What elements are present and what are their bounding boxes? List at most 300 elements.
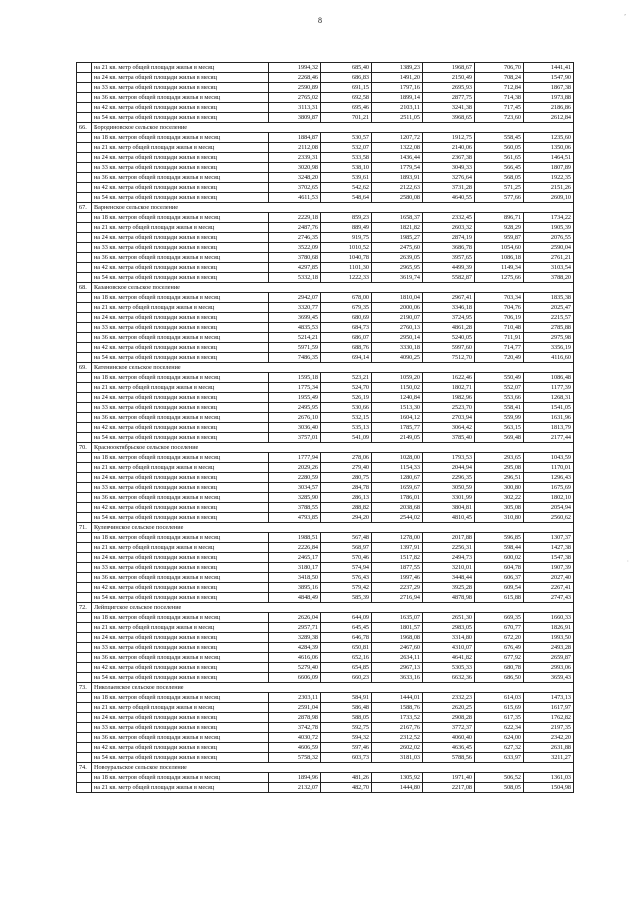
value-cell: 296,51: [475, 473, 524, 483]
value-cell: 5582,87: [423, 273, 475, 283]
value-cell: 482,70: [321, 783, 372, 793]
row-label: на 42 кв. метра общей площади жилья в месяц: [92, 583, 269, 593]
row-index-cell: [77, 133, 92, 143]
table-row: [77, 733, 574, 743]
value-cell: 2197,35: [524, 723, 574, 733]
section-number: 72.: [77, 603, 92, 613]
value-cell: 2716,94: [372, 593, 423, 603]
value-cell: 1595,18: [269, 373, 321, 383]
value-cell: 530,57: [321, 133, 372, 143]
row-index-cell: [77, 673, 92, 683]
table-row: [77, 483, 574, 493]
value-cell: 1867,38: [524, 83, 574, 93]
value-cell: 3211,27: [524, 753, 574, 763]
row-label: на 18 кв. метров общей площади жилья в месяц: [92, 693, 269, 703]
row-index-cell: [77, 353, 92, 363]
value-cell: 1912,75: [423, 133, 475, 143]
value-cell: 3289,38: [269, 633, 321, 643]
value-cell: 1541,05: [524, 403, 574, 413]
table-row: [77, 333, 574, 343]
row-label: на 36 кв. метров общей площади жилья в месяц: [92, 173, 269, 183]
value-cell: 532,15: [321, 413, 372, 423]
row-label: на 21 кв. метр общей площади жилья в месяц: [92, 383, 269, 393]
value-cell: 889,49: [321, 223, 372, 233]
row-label: на 18 кв. метров общей площади жилья в месяц: [92, 213, 269, 223]
value-cell: 293,65: [475, 453, 524, 463]
table-row: [77, 63, 574, 73]
value-cell: 4636,45: [423, 743, 475, 753]
value-cell: 712,84: [475, 83, 524, 93]
value-cell: 558,45: [475, 133, 524, 143]
value-cell: 1802,71: [423, 383, 475, 393]
value-cell: 2785,88: [524, 323, 574, 333]
value-cell: 2268,46: [269, 73, 321, 83]
table-row: [77, 273, 574, 283]
row-label: на 24 кв. метра общей площади жилья в месяц: [92, 73, 269, 83]
value-cell: 1775,34: [269, 383, 321, 393]
value-cell: 3633,16: [372, 673, 423, 683]
row-index-cell: [77, 533, 92, 543]
value-cell: 617,35: [475, 713, 524, 723]
value-cell: 2267,41: [524, 583, 574, 593]
row-index-cell: [77, 693, 92, 703]
value-cell: 1280,67: [372, 473, 423, 483]
value-cell: 1659,67: [372, 483, 423, 493]
value-cell: 1793,53: [423, 453, 475, 463]
value-cell: 2602,02: [372, 743, 423, 753]
value-cell: 535,13: [321, 423, 372, 433]
table-row: [77, 643, 574, 653]
value-cell: 1660,33: [524, 613, 574, 623]
value-cell: 1777,94: [269, 453, 321, 463]
value-cell: 2609,10: [524, 193, 574, 203]
value-cell: 570,46: [321, 553, 372, 563]
row-index-cell: [77, 413, 92, 423]
row-index-cell: [77, 213, 92, 223]
section-row: [77, 603, 574, 613]
value-cell: 284,78: [321, 483, 372, 493]
value-cell: 2495,95: [269, 403, 321, 413]
value-cell: 2765,02: [269, 93, 321, 103]
value-cell: 1040,78: [321, 253, 372, 263]
value-cell: 3659,43: [524, 673, 574, 683]
row-label: на 21 кв. метр общей площади жилья в месяц: [92, 63, 269, 73]
table-row: [77, 253, 574, 263]
value-cell: 4611,53: [269, 193, 321, 203]
value-cell: 2044,94: [423, 463, 475, 473]
table-row: [77, 453, 574, 463]
value-cell: 524,70: [321, 383, 372, 393]
value-cell: 3346,18: [423, 303, 475, 313]
value-cell: 1894,96: [269, 773, 321, 783]
value-cell: 4878,98: [423, 593, 475, 603]
value-cell: 2493,28: [524, 643, 574, 653]
value-cell: 3103,54: [524, 263, 574, 273]
value-cell: 2634,11: [372, 653, 423, 663]
value-cell: 3957,65: [423, 253, 475, 263]
value-cell: 1504,98: [524, 783, 574, 793]
value-cell: 1436,44: [372, 153, 423, 163]
value-cell: 574,94: [321, 563, 372, 573]
row-index-cell: [77, 143, 92, 153]
value-cell: 660,23: [321, 673, 372, 683]
row-index-cell: [77, 243, 92, 253]
row-label: на 42 кв. метра общей площади жилья в месяц: [92, 183, 269, 193]
table-row: [77, 583, 574, 593]
value-cell: 2560,62: [524, 513, 574, 523]
value-cell: 1968,08: [372, 633, 423, 643]
row-label: на 42 кв. метра общей площади жилья в месяц: [92, 103, 269, 113]
value-cell: 4810,45: [423, 513, 475, 523]
value-cell: 541,09: [321, 433, 372, 443]
value-cell: 1389,23: [372, 63, 423, 73]
value-cell: 1905,39: [524, 223, 574, 233]
value-cell: 1985,27: [372, 233, 423, 243]
value-cell: 1955,49: [269, 393, 321, 403]
value-cell: 3702,65: [269, 183, 321, 193]
value-cell: 2760,13: [372, 323, 423, 333]
value-cell: 2511,05: [372, 113, 423, 123]
value-cell: 3788,20: [524, 273, 574, 283]
value-cell: 686,07: [321, 333, 372, 343]
value-cell: 2523,70: [423, 403, 475, 413]
value-cell: 560,05: [475, 143, 524, 153]
value-cell: 2151,26: [524, 183, 574, 193]
value-cell: 692,58: [321, 93, 372, 103]
value-cell: 3925,28: [423, 583, 475, 593]
row-label: на 21 кв. метр общей площади жилья в месяц: [92, 463, 269, 473]
value-cell: 1994,32: [269, 63, 321, 73]
value-cell: 2217,08: [423, 783, 475, 793]
table-row: [77, 303, 574, 313]
value-cell: 279,40: [321, 463, 372, 473]
value-cell: 3418,50: [269, 573, 321, 583]
value-cell: 2494,73: [423, 553, 475, 563]
table-row: [77, 553, 574, 563]
value-cell: 4060,40: [423, 733, 475, 743]
row-label: на 24 кв. метра общей площади жилья в месяц: [92, 473, 269, 483]
value-cell: 7486,35: [269, 353, 321, 363]
value-cell: 650,81: [321, 643, 372, 653]
value-cell: 2544,02: [372, 513, 423, 523]
value-cell: 1813,79: [524, 423, 574, 433]
value-cell: 586,48: [321, 703, 372, 713]
table-row: [77, 593, 574, 603]
row-index-cell: [77, 73, 92, 83]
row-index-cell: [77, 513, 92, 523]
value-cell: 1177,39: [524, 383, 574, 393]
value-cell: 622,34: [475, 723, 524, 733]
value-cell: 530,66: [321, 403, 372, 413]
value-cell: 1826,91: [524, 623, 574, 633]
value-cell: 614,03: [475, 693, 524, 703]
value-cell: 305,08: [475, 503, 524, 513]
value-cell: 606,37: [475, 573, 524, 583]
value-cell: 1801,57: [372, 623, 423, 633]
value-cell: 676,49: [475, 643, 524, 653]
table-row: [77, 143, 574, 153]
row-label: на 33 кв. метра общей площади жилья в месяц: [92, 403, 269, 413]
value-cell: 615,69: [475, 703, 524, 713]
value-cell: 708,24: [475, 73, 524, 83]
value-cell: 2332,23: [423, 693, 475, 703]
value-cell: 919,75: [321, 233, 372, 243]
value-cell: 3724,95: [423, 313, 475, 323]
row-label: на 54 кв. метра общей площади жилья в месяц: [92, 273, 269, 283]
value-cell: 579,42: [321, 583, 372, 593]
row-index-cell: [77, 593, 92, 603]
value-cell: 896,71: [475, 213, 524, 223]
value-cell: 1028,00: [372, 453, 423, 463]
row-index-cell: [77, 633, 92, 643]
value-cell: 596,85: [475, 533, 524, 543]
row-label: на 18 кв. метров общей площади жилья в месяц: [92, 773, 269, 783]
row-label: на 33 кв. метра общей площади жилья в месяц: [92, 643, 269, 653]
table-row: [77, 243, 574, 253]
value-cell: 2620,25: [423, 703, 475, 713]
value-cell: 1893,91: [372, 173, 423, 183]
row-index-cell: [77, 403, 92, 413]
value-cell: 548,64: [321, 193, 372, 203]
table-row: [77, 713, 574, 723]
row-index-cell: [77, 83, 92, 93]
row-label: на 21 кв. метр общей площади жилья в месяц: [92, 783, 269, 793]
value-cell: 703,34: [475, 293, 524, 303]
row-index-cell: [77, 263, 92, 273]
table-row: [77, 133, 574, 143]
value-cell: 959,87: [475, 233, 524, 243]
row-index-cell: [77, 383, 92, 393]
value-cell: 5788,56: [423, 753, 475, 763]
value-cell: 2029,26: [269, 463, 321, 473]
value-cell: 1222,33: [321, 273, 372, 283]
row-label: на 33 кв. метра общей площади жилья в месяц: [92, 163, 269, 173]
row-index-cell: [77, 483, 92, 493]
value-cell: 710,48: [475, 323, 524, 333]
value-cell: 7512,70: [423, 353, 475, 363]
value-cell: 2590,04: [524, 243, 574, 253]
value-cell: 6606,09: [269, 673, 321, 683]
value-cell: 2038,68: [372, 503, 423, 513]
value-cell: 3757,01: [269, 433, 321, 443]
page-number: 8: [318, 16, 322, 25]
value-cell: 3330,18: [372, 343, 423, 353]
row-index-cell: [77, 783, 92, 793]
value-cell: 1658,37: [372, 213, 423, 223]
value-cell: 1617,97: [524, 703, 574, 713]
value-cell: 2167,76: [372, 723, 423, 733]
value-cell: 2342,20: [524, 733, 574, 743]
value-cell: 4641,82: [423, 653, 475, 663]
row-label: на 24 кв. метра общей площади жилья в месяц: [92, 233, 269, 243]
value-cell: 2967,13: [372, 663, 423, 673]
value-cell: 4310,07: [423, 643, 475, 653]
value-cell: 1604,12: [372, 413, 423, 423]
value-cell: 669,35: [475, 613, 524, 623]
row-label: на 42 кв. метра общей площади жилья в месяц: [92, 663, 269, 673]
value-cell: 1397,91: [372, 543, 423, 553]
value-cell: 4861,28: [423, 323, 475, 333]
row-index-cell: [77, 93, 92, 103]
value-cell: 677,92: [475, 653, 524, 663]
section-number: 70.: [77, 443, 92, 453]
row-label: на 36 кв. метров общей площади жилья в месяц: [92, 493, 269, 503]
value-cell: 5240,05: [423, 333, 475, 343]
table-row: [77, 623, 574, 633]
row-index-cell: [77, 433, 92, 443]
table-row: [77, 703, 574, 713]
value-cell: 3742,78: [269, 723, 321, 733]
row-label: на 36 кв. метров общей площади жилья в месяц: [92, 93, 269, 103]
value-cell: 1988,51: [269, 533, 321, 543]
value-cell: 2190,07: [372, 313, 423, 323]
row-index-cell: [77, 563, 92, 573]
row-label: на 18 кв. метров общей площади жилья в месяц: [92, 293, 269, 303]
value-cell: 706,19: [475, 313, 524, 323]
table-row: [77, 233, 574, 243]
table-row: [77, 403, 574, 413]
section-number: 69.: [77, 363, 92, 373]
row-label: на 36 кв. метров общей площади жилья в месяц: [92, 573, 269, 583]
value-cell: 2177,44: [524, 433, 574, 443]
value-cell: 2747,43: [524, 593, 574, 603]
value-cell: 2103,11: [372, 103, 423, 113]
value-cell: 3314,80: [423, 633, 475, 643]
row-label: на 54 кв. метра общей площади жилья в месяц: [92, 593, 269, 603]
value-cell: 3049,33: [423, 163, 475, 173]
value-cell: 550,49: [475, 373, 524, 383]
section-row: [77, 523, 574, 533]
value-cell: 592,75: [321, 723, 372, 733]
value-cell: 1491,20: [372, 73, 423, 83]
table-row: [77, 213, 574, 223]
row-label: на 42 кв. метра общей площади жилья в месяц: [92, 263, 269, 273]
value-cell: 2132,07: [269, 783, 321, 793]
section-title: Варненское сельское поселение: [92, 203, 574, 213]
value-cell: 1997,46: [372, 573, 423, 583]
table-row: [77, 743, 574, 753]
section-title: Бородиновское сельское поселение: [92, 123, 574, 133]
row-index-cell: [77, 103, 92, 113]
value-cell: 2487,76: [269, 223, 321, 233]
value-cell: 5279,40: [269, 663, 321, 673]
section-row: [77, 683, 574, 693]
value-cell: 695,46: [321, 103, 372, 113]
value-cell: 2312,52: [372, 733, 423, 743]
value-cell: 1982,96: [423, 393, 475, 403]
row-label: на 36 кв. метров общей площади жилья в месяц: [92, 653, 269, 663]
value-cell: 523,21: [321, 373, 372, 383]
value-cell: 542,62: [321, 183, 372, 193]
tariff-table: [76, 62, 574, 793]
value-cell: 2465,17: [269, 553, 321, 563]
row-label: на 21 кв. метр общей площади жилья в месяц: [92, 143, 269, 153]
row-label: на 54 кв. метра общей площади жилья в месяц: [92, 433, 269, 443]
table-row: [77, 613, 574, 623]
value-cell: 2475,60: [372, 243, 423, 253]
value-cell: 294,20: [321, 513, 372, 523]
row-label: на 24 кв. метра общей площади жилья в месяц: [92, 393, 269, 403]
value-cell: 526,19: [321, 393, 372, 403]
row-label: на 24 кв. метра общей площади жилья в месяц: [92, 633, 269, 643]
value-cell: 3210,01: [423, 563, 475, 573]
value-cell: 1473,13: [524, 693, 574, 703]
table-row: [77, 413, 574, 423]
value-cell: 685,40: [321, 63, 372, 73]
row-index-cell: [77, 163, 92, 173]
value-cell: 577,66: [475, 193, 524, 203]
value-cell: 3181,03: [372, 753, 423, 763]
value-cell: 604,78: [475, 563, 524, 573]
value-cell: 4848,49: [269, 593, 321, 603]
row-label: на 54 кв. метра общей площади жилья в месяц: [92, 753, 269, 763]
row-label: на 33 кв. метра общей площади жилья в месяц: [92, 563, 269, 573]
value-cell: 2186,86: [524, 103, 574, 113]
value-cell: 2332,45: [423, 213, 475, 223]
row-label: на 42 кв. метра общей площади жилья в месяц: [92, 343, 269, 353]
value-cell: 2000,06: [372, 303, 423, 313]
value-cell: 1307,37: [524, 533, 574, 543]
value-cell: 561,65: [475, 153, 524, 163]
value-cell: 1779,54: [372, 163, 423, 173]
value-cell: 2878,98: [269, 713, 321, 723]
value-cell: 1973,88: [524, 93, 574, 103]
value-cell: 2603,32: [423, 223, 475, 233]
value-cell: 538,10: [321, 163, 372, 173]
value-cell: 609,54: [475, 583, 524, 593]
value-cell: 2025,47: [524, 303, 574, 313]
value-cell: 558,41: [475, 403, 524, 413]
value-cell: 5214,21: [269, 333, 321, 343]
row-label: на 42 кв. метра общей площади жилья в месяц: [92, 503, 269, 513]
row-index-cell: [77, 303, 92, 313]
value-cell: 1802,10: [524, 493, 574, 503]
row-label: на 18 кв. метров общей площади жилья в месяц: [92, 373, 269, 383]
row-index-cell: [77, 323, 92, 333]
row-label: на 33 кв. метра общей площади жилья в месяц: [92, 83, 269, 93]
value-cell: 684,73: [321, 323, 372, 333]
row-index-cell: [77, 573, 92, 583]
value-cell: 3804,81: [423, 503, 475, 513]
table-row: [77, 463, 574, 473]
value-cell: 3619,74: [372, 273, 423, 283]
value-cell: 670,77: [475, 623, 524, 633]
value-cell: 2746,35: [269, 233, 321, 243]
table-row: [77, 773, 574, 783]
row-label: на 24 кв. метра общей площади жилья в месяц: [92, 713, 269, 723]
value-cell: 714,38: [475, 93, 524, 103]
table-row: [77, 223, 574, 233]
value-cell: 1785,77: [372, 423, 423, 433]
row-label: на 36 кв. метров общей площади жилья в месяц: [92, 253, 269, 263]
value-cell: 2659,87: [524, 653, 574, 663]
value-cell: 1588,76: [372, 703, 423, 713]
value-cell: 3113,31: [269, 103, 321, 113]
value-cell: 568,97: [321, 543, 372, 553]
table-row: [77, 103, 574, 113]
side-mark: ·: [624, 560, 630, 562]
value-cell: 2054,94: [524, 503, 574, 513]
value-cell: 1762,82: [524, 713, 574, 723]
value-cell: 1240,84: [372, 393, 423, 403]
value-cell: 654,85: [321, 663, 372, 673]
value-cell: 1631,96: [524, 413, 574, 423]
value-cell: 563,15: [475, 423, 524, 433]
value-cell: 310,80: [475, 513, 524, 523]
table-row: [77, 313, 574, 323]
table-row: [77, 533, 574, 543]
value-cell: 1968,67: [423, 63, 475, 73]
